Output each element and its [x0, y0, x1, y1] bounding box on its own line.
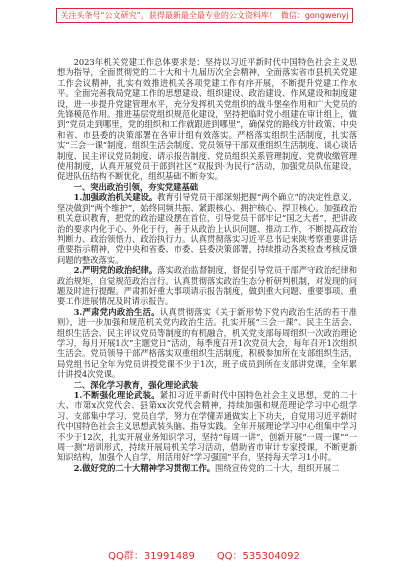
item-text: 围绕宣传党的二十大，组织开展二 [215, 462, 340, 473]
item-lead: 2.做好党的二十大精神学习贯彻工作。 [73, 462, 216, 473]
wechat-id: 微信：gongwenyj [280, 11, 349, 20]
item-text: 教育引导党员干部深刻把握“两个确立”的决定性意义，坚决做到“两个维护”，始终同频共振、紧跟核心、拥护核心、捍卫核心。加强政治机关意识教育，把党的政治建设摆在首位，引导党员干部牢记“国之大者”，把讲政治的要求内化于心、外化于行，善于从政治上认识问题、推动工作，不断提高政治判断力、政治领悟力、政治执行力。认真贯彻落实习近平总书记来陕考察重要讲话重要指示精神，党中央和省委、市委、县委决策部署，持续推动各类检查考核反馈问题的整改落实。 [57, 192, 357, 265]
item-lead: 1.不断强化理论武装。 [73, 390, 160, 400]
intro-paragraph: 2023年机关党建工作总体要求是：坚持以习近平新时代中国特色社会主义思想为指导，全面贯彻党的二十大和十九届历次全会精神，全面落实省市县机关党建工作会议精神，扎实有效推进机关各项党建工作有序开展，不断提升党建工作水平。全面完善我局党建工作的思想建设、组织建设、政治建设、作风建设和制度建设，进一步提升党建管理水平，充分发挥机关党组织的战斗堡垒作用和广大党员的先锋模范作用。推进基层党组织规范化建设，坚持把临时党小组建在审计组上，做到“党员走到哪里，党的组织和工作就跟进到哪里”，确保党的路线方针政策、中央和省、市县委的决策部署在各审计组有效落实。严格落实组织生活制度，扎实落实“三会一课”制度、组织生活会制度、党员领导干部双重组织生活制度、谈心谈话制度、民主评议党员制度、请示报告制度、党员组织关系管理制度、党费收缴管理使用制度，认真开展党员干部到社区“双报到·为民行”活动，加强党员队伍建设，促进队伍结构不断优化，组织基础不断夯实。 [57, 57, 357, 182]
document-body [57, 57, 357, 500]
section-2-item-2 [57, 463, 357, 473]
qq-number: QQ：535304092 [216, 551, 300, 562]
promo-banner [56, 8, 353, 23]
item-lead: 1.加强政治机关建设。 [73, 192, 158, 203]
section-1-item-2 [57, 265, 357, 307]
item-lead: 2.严明党的政治纪律。 [73, 265, 158, 276]
section-1-item-3 [57, 307, 357, 380]
item-text: 紧扣习近平新时代中国特色社会主义思想，党的二十大、市第x次党代会、县第xx次党代会精神，持续加强和规范理论学习中心组学习、支部集中学习、党员自学，努力在学懂弄通做实上下功夫，自觉用习近平新时代中国特色社会主义思想武装头脑、指导实践。全年开展理论学习中心组集中学习不少于12次，扎实开展业务知识学习，坚持“每周一讲”，创新开展“一周一课”“一周一测”培训形式，持续开展局机关学习活动，借助省市审计专家授课，不断更新知识结构，加强个人自学，用活用好“学习强国”平台，坚持每天学习1小时。 [57, 390, 357, 463]
section-1-item-1 [57, 192, 357, 265]
section-heading-2: 二、深化学习教育，强化理论武装 [73, 379, 199, 390]
qq-group-number: QQ群：31991489 [108, 551, 195, 562]
section-heading-1: 一、突出政治引领，夯实党建基础 [73, 181, 199, 192]
item-text: 认真贯彻落实《关于新形势下党内政治生活的若干准则》，进一步加强和规范机关党内政治生活。扎实开展“三会一课”、民主生活会、组织生活会、民主评议党员等制度的有机融合，机关党支部每周组织一次政治理论学习，每月开展1次“主题党日”活动，每季度召开1次党员大会，每年召开1次组织生活会。党员领导干部严格落实双重组织生活制度，积极参加所在支部组织生活，局党组书记全年为党员讲授党课不少于1次，班子成员到所在支部讲党课，全年累计讲授4次党课。 [57, 306, 357, 380]
contact-footer [0, 551, 408, 563]
item-text: 落实政治监督制度，督促引导党员干部严守政治纪律和政治规矩，自觉规范政治言行。认真贯彻落实政治生态分析研判机制，对发现的问题及时进行提醒。严肃抓好重大事项请示报告制度，做到重大问题、重要事项、重要工作进展情况及时请示报告。 [57, 265, 357, 307]
item-lead: 3.严肃党内政治生活。 [73, 306, 160, 317]
section-2-item-1 [57, 390, 357, 463]
promo-banner-text: 关注头条号“公文研究”，获得最新最全最专业的公文资料库！ [60, 11, 277, 20]
